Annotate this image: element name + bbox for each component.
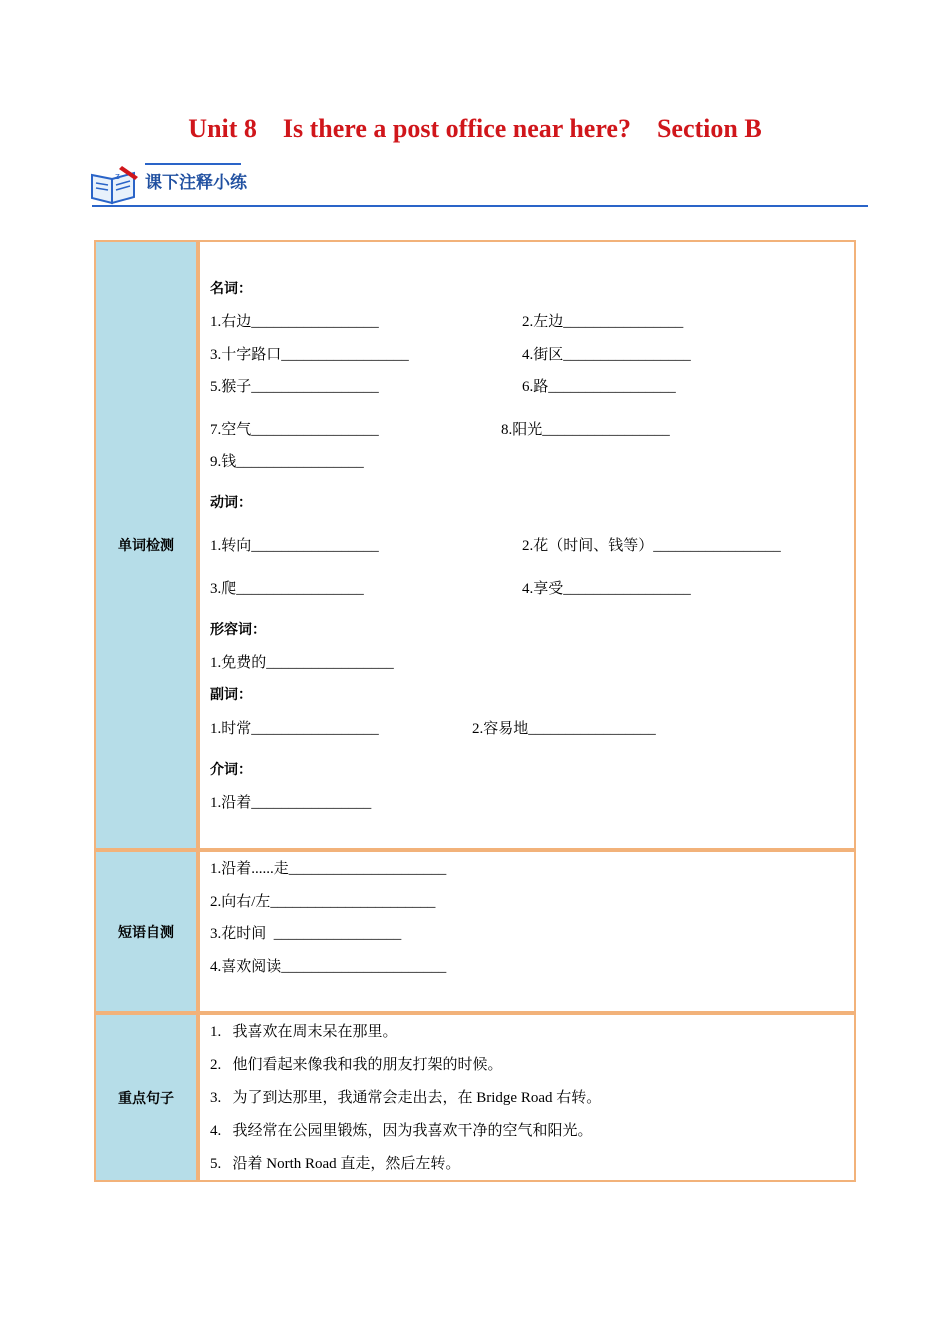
row-label-phrases: 短语自测 (94, 850, 198, 1013)
vocab-item[interactable]: 1.沿着________________ (210, 795, 372, 811)
table-row-phrases (94, 850, 856, 1013)
svg-text:z: z (115, 172, 120, 182)
vocab-item[interactable]: 3.爬_________________ (210, 581, 364, 597)
row-label-sentences: 重点句子 (94, 1013, 198, 1182)
table-row-vocab (94, 240, 856, 850)
row-label-vocab: 单词检测 (94, 240, 198, 850)
vocab-item[interactable]: 2.左边________________ (522, 314, 684, 330)
vocab-item[interactable]: 8.阳光_________________ (501, 422, 670, 438)
vocab-item[interactable]: 7.空气_________________ (210, 422, 379, 438)
sentence-item: 4. 我经常在公园里锻炼，因为我喜欢干净的空气和阳光。 (210, 1123, 593, 1139)
vocab-item[interactable]: 4.街区_________________ (522, 347, 691, 363)
vocab-item[interactable]: 1.时常_________________ (210, 721, 379, 737)
vocab-item[interactable]: 1.转向_________________ (210, 538, 379, 554)
section-header (88, 160, 868, 210)
sentence-item: 2. 他们看起来像我和我的朋友打架的时候。 (210, 1057, 503, 1073)
vocab-item[interactable]: 3.十字路口_________________ (210, 347, 409, 363)
adverbs-heading: 副词： (210, 687, 252, 703)
vocab-item[interactable]: 1.免费的_________________ (210, 655, 394, 671)
row-content-sentences (198, 1013, 856, 1182)
phrase-item[interactable]: 4.喜欢阅读______________________ (210, 959, 447, 975)
phrase-item[interactable]: 3.花时间 _________________ (210, 926, 402, 942)
section-rule (92, 205, 868, 207)
vocab-item[interactable]: 2.容易地_________________ (472, 721, 656, 737)
vocab-item[interactable]: 6.路_________________ (522, 379, 676, 395)
verbs-heading: 动词： (210, 495, 252, 511)
sentence-item: 5. 沿着 North Road 直走，然后左转。 (210, 1156, 461, 1172)
page-title: Unit 8 Is there a post office near here? Section B (188, 114, 762, 143)
sentence-item: 1. 我喜欢在周末呆在那里。 (210, 1024, 398, 1040)
row-content-phrases (198, 850, 856, 1013)
section-label: 课下注释小练 (145, 173, 247, 193)
vocab-item[interactable]: 1.右边_________________ (210, 314, 379, 330)
nouns-heading: 名词： (210, 281, 252, 297)
sentence-item: 3. 为了到达那里，我通常会走出去，在 Bridge Road 右转。 (210, 1090, 602, 1106)
book-icon (88, 163, 140, 205)
vocab-item[interactable]: 5.猴子_________________ (210, 379, 379, 395)
row-content-vocab (198, 240, 856, 850)
adjectives-heading: 形容词： (210, 622, 266, 638)
phrase-item[interactable]: 1.沿着......走_____________________ (210, 861, 447, 877)
section-top-rule (145, 163, 241, 165)
vocab-item[interactable]: 2.花（时间、钱等）_________________ (522, 538, 781, 554)
vocab-item[interactable]: 9.钱_________________ (210, 454, 364, 470)
prepositions-heading: 介词： (210, 762, 252, 778)
phrase-item[interactable]: 2.向右/左______________________ (210, 894, 436, 910)
table-row-sentences (94, 1013, 856, 1182)
exercise-table (94, 240, 856, 1182)
vocab-item[interactable]: 4.享受_________________ (522, 581, 691, 597)
